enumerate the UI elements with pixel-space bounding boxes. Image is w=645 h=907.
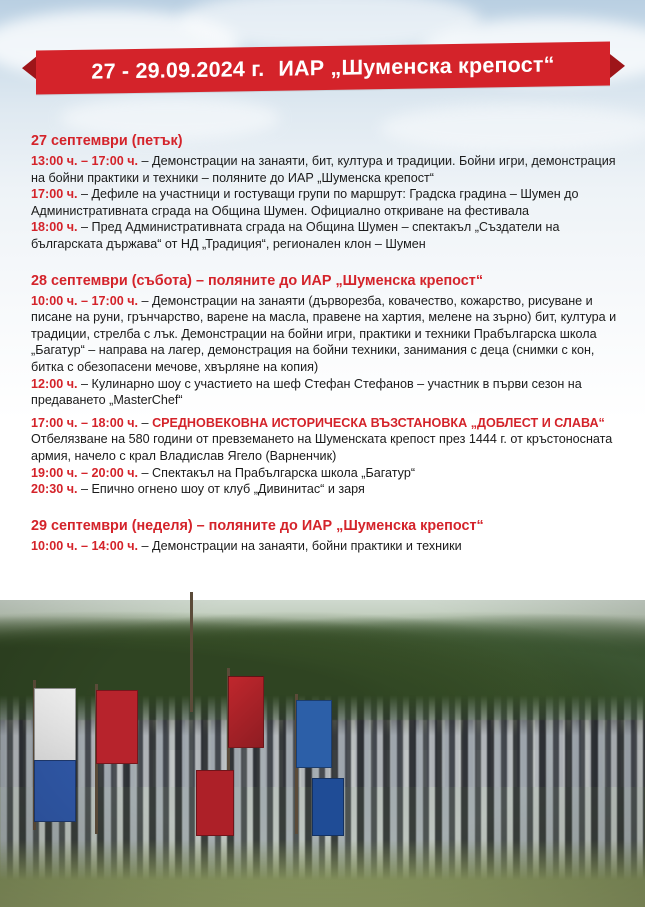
entry-text: – Демонстрации на занаяти (дърворезба, ковачество, кожарство, рисуване и писане на руни, грънчарство, варене на масла, правене на хартия, мелене на зърно) бит, култура и традиции, стрелба с лък. Демонстрации на бойни игри, практики и техники Прабългарска школа „Багатур“ – направа на лагер, демонстрация на бойни техники, занимания с деца (снимки с кон, битка с обезопасени мечове, хвърляне на копия) <box>31 293 617 374</box>
program-day-block <box>31 271 619 498</box>
entry-text: – Пред Административната сграда на Община Шумен – спектакъл „Създатели на българската държава“ от НД „Традиция“, регионален клон – Шумен <box>31 220 560 251</box>
entry-time: 19:00 ч. – 20:00 ч. <box>31 465 139 480</box>
flag-pole <box>190 592 193 712</box>
program-entry <box>31 481 619 498</box>
program-day-block <box>31 131 619 253</box>
banner-venue: ИАР „Шуменска крепост“ <box>278 52 555 81</box>
entry-highlight-title: СРЕДНОВЕКОВНА ИСТОРИЧЕСКА ВЪЗСТАНОВКА „ДОБЛЕСТ И СЛАВА“ <box>152 415 605 430</box>
banner-text <box>36 41 610 94</box>
program-entry <box>31 293 619 376</box>
heraldic-flag-blue <box>34 760 76 822</box>
program-list <box>31 131 619 554</box>
heraldic-flag-red <box>196 770 234 836</box>
entry-time: 13:00 ч. – 17:00 ч. <box>31 154 139 168</box>
entry-time: 10:00 ч. – 17:00 ч. <box>31 293 139 308</box>
entry-time: 20:30 ч. <box>31 482 78 497</box>
program-entry <box>31 376 619 409</box>
program-day-block <box>31 516 619 555</box>
entry-time: 18:00 ч. <box>31 220 78 235</box>
title-banner <box>0 46 645 102</box>
program-entry <box>31 538 619 555</box>
entry-time: 10:00 ч. – 14:00 ч. <box>31 538 139 553</box>
entry-text: – Спектакъл на Прабългарска школа „Багатур“ <box>138 465 416 480</box>
heraldic-flag-red <box>228 676 264 748</box>
day-heading: 28 септември (събота) – поляните до ИАР „Шуменска крепост“ <box>31 272 484 289</box>
program-entry-highlight <box>31 415 619 432</box>
entry-text: – Дефиле на участници и гостуващи групи по маршрут: Градска градина – Шумен до Административната сграда на Община Шумен. Официално откриване на фестивала <box>31 187 579 218</box>
program-entry <box>31 465 619 482</box>
heraldic-flag-blue <box>312 778 344 836</box>
entry-text: – <box>138 415 153 430</box>
entry-text: – Кулинарно шоу с участието на шеф Стефан Стефанов – участник в първи сезон на предаването „MasterChef“ <box>31 376 582 408</box>
program-entry <box>31 186 619 219</box>
program-entry <box>31 219 619 252</box>
day-heading: 27 септември (петък) <box>31 133 183 149</box>
entry-text: – Епично огнено шоу от клуб „Дивинитас“ и заря <box>77 482 365 497</box>
heraldic-flag-white <box>34 688 76 762</box>
heraldic-flag-red <box>96 690 138 764</box>
entry-time: 12:00 ч. <box>31 376 78 391</box>
program-entry-subtext: Отбелязване на 580 години от превземането на Шуменската крепост през 1444 г. от кръстоносната армия, начело с крал Владислав Ягело (Варненчик) <box>31 432 613 463</box>
program-entry <box>31 153 619 186</box>
heraldic-flag-blue <box>296 700 332 768</box>
entry-time: 17:00 ч. – 18:00 ч. <box>31 415 139 430</box>
entry-text: – Демонстрации на занаяти, бойни практики и техники <box>138 538 462 553</box>
day-heading: 29 септември (неделя) – поляните до ИАР „Шуменска крепост“ <box>31 517 484 534</box>
entry-time: 17:00 ч. <box>31 187 78 202</box>
entry-text: – Демонстрации на занаяти, бит, култура и традиции. Бойни игри, демонстрация на бойни практики и техники – поляните до ИАР „Шуменска крепост“ <box>31 154 616 185</box>
banner-dates: 27 - 29.09.2024 г. <box>91 56 265 84</box>
